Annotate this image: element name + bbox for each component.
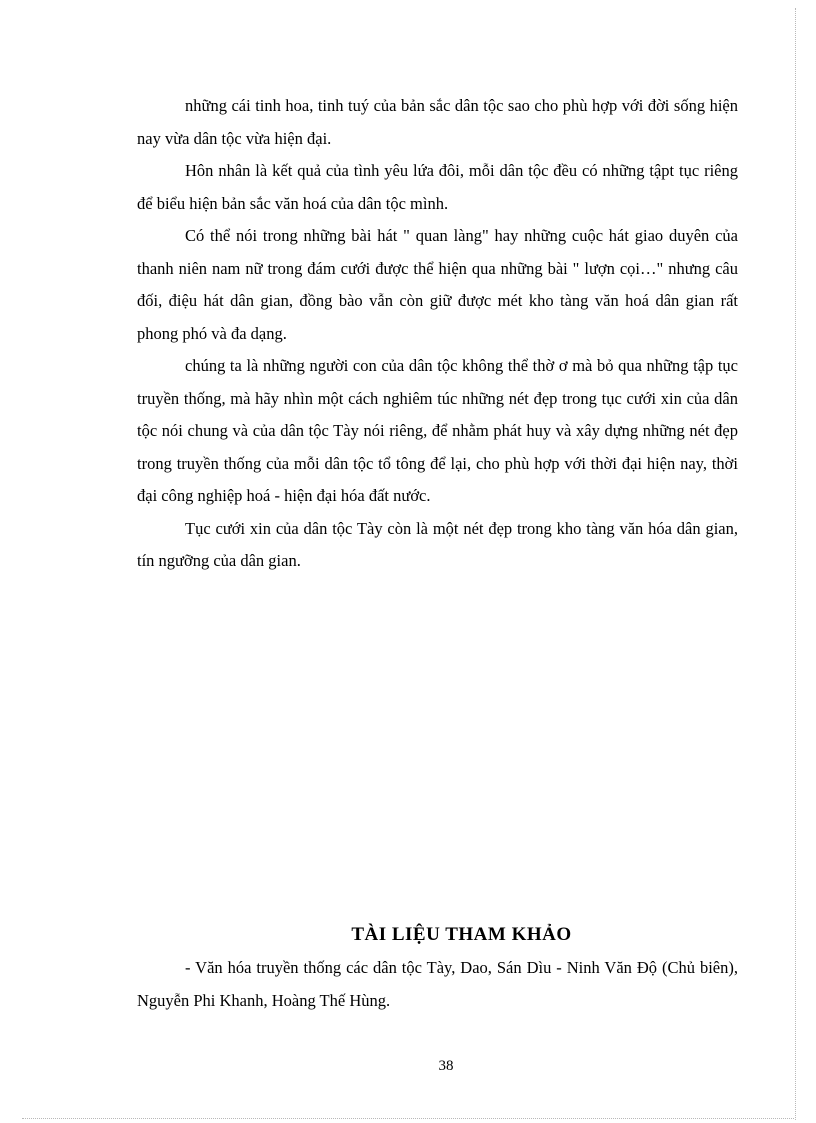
page-number: 38 [438, 1058, 454, 1074]
body-text [137, 90, 738, 578]
page-border-right [795, 8, 796, 1120]
paragraph-5: Tục cưới xin của dân tộc Tày còn là một nét đẹp trong kho tàng văn hóa dân gian, tín ngưỡng của dân gian. [137, 518, 738, 570]
paragraph-1: những cái tinh hoa, tinh tuý của bản sắc dân tộc sao cho phù hợp với đời sống hiện nay vừa dân tộc vừa hiện đại. [137, 96, 738, 148]
references-section [137, 918, 738, 1017]
page-border-bottom [22, 1118, 794, 1119]
paragraph-3: Có thể nói trong những bài hát " quan làng" hay những cuộc hát giao duyên của thanh niên nam nữ trong đám cưới được thể hiện qua những bài " lượn cọi…" nhưng câu đối, điệu hát dân gian, đồng bào vẫn còn giữ được mét kho tàng văn hoá dân gian rất phong phó và đa dạng. [137, 226, 738, 343]
paragraph-2: Hôn nhân là kết quả của tình yêu lứa đôi, mỗi dân tộc đều có những tậpt tục riêng để biểu hiện bản sắc văn hoá của dân tộc mình. [137, 161, 738, 213]
paragraph-4: chúng ta là những người con của dân tộc không thể thờ ơ mà bỏ qua những tập tục truyền thống, mà hãy nhìn một cách nghiêm túc những nét đẹp trong tục cưới xin của dân tộc nói chung và của dân tộc Tày nói riêng, để nhằm phát huy và xây dựng những nét đẹp trong truyền thống của mỗi dân tộc tổ tông để lại, cho phù hợp với thời đại hiện nay, thời đại công nghiệp hoá - hiện đại hóa đất nước. [137, 356, 738, 505]
references-title: TÀI LIỆU THAM KHẢO [351, 924, 572, 945]
reference-item: - Văn hóa truyền thống các dân tộc Tày, Dao, Sán Dìu - Ninh Văn Độ (Chủ biên), Nguyễn Phi Khanh, Hoàng Thế Hùng. [137, 958, 738, 1010]
